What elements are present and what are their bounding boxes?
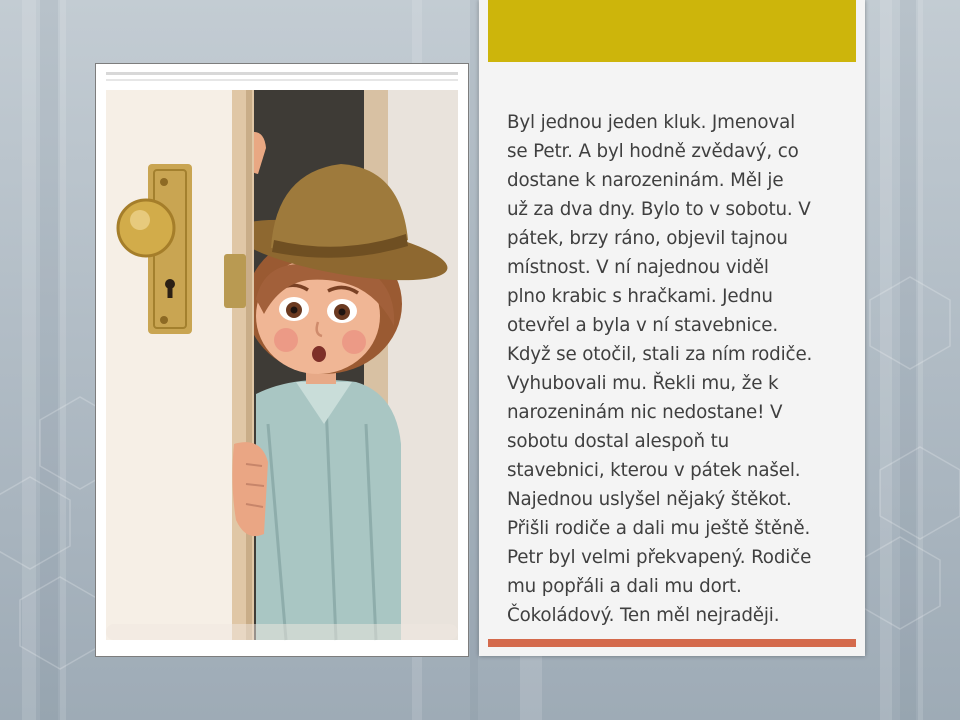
story-panel: [479, 0, 865, 656]
accent-bar-top: [488, 0, 856, 62]
story-text: Byl jednou jeden kluk. Jmenoval se Petr. A byl hodně zvědavý, co dostane k narozeninám. Měl je už za dva dny. Bylo to v sobotu. V pátek, brzy ráno, objevil tajnou místnost. V ní najednou viděl plno krabic s hračkami. Jednu otevřel a byla v ní stavebnice. Když se otočil, stali za ním rodiče. Vyhubovali mu. Řekli mu, že k narozeninám nic nedostane! V sobotu dostal alespoň tu stavebnici, kterou v pátek našel. Najednou uslyšel nějaký štěkot. Přišli rodiče a dali mu ještě štěně. Petr byl velmi překvapený. Rodiče mu popřáli a dali mu dort. Čokoládový. Ten měl nejraději.: [507, 112, 813, 626]
boy-behind-door-illustration: [96, 64, 468, 656]
illustration-frame: [95, 63, 469, 657]
accent-bar-bottom: [488, 639, 856, 647]
